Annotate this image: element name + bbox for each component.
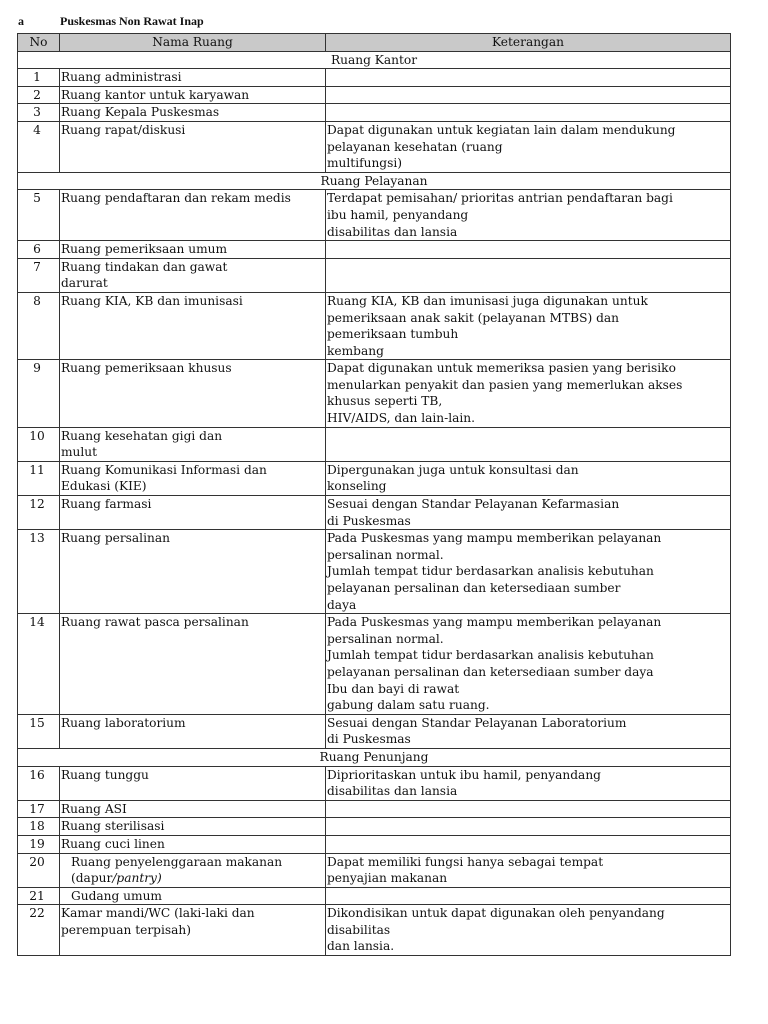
heading-title: Puskesmas Non Rawat Inap xyxy=(60,14,204,28)
row-ket xyxy=(326,86,731,104)
row-no: 19 xyxy=(18,835,60,853)
row-name-line2: (dapur xyxy=(71,871,113,886)
row-no: 15 xyxy=(18,714,60,748)
row-name: Ruang rapat/diskusi xyxy=(60,121,326,172)
row-no: 11 xyxy=(18,461,60,495)
row-ket: Sesuai dengan Standar Pelayanan Laboratorium di Puskesmas xyxy=(326,714,731,748)
row-name: Ruang kesehatan gigi dan mulut xyxy=(60,427,326,461)
col-header-no: No xyxy=(18,34,60,52)
row-no: 6 xyxy=(18,241,60,259)
row-ket: Ruang KIA, KB dan imunisasi juga digunakan untuk pemeriksaan anak sakit (pelayanan MTBS) dan pemeriksaan tumbuh kembang xyxy=(326,292,731,359)
row-name: Ruang persalinan xyxy=(60,530,326,614)
table-header-row xyxy=(18,34,731,52)
row-no: 2 xyxy=(18,86,60,104)
table-row xyxy=(18,241,731,259)
table-row xyxy=(18,714,731,748)
row-no: 14 xyxy=(18,614,60,715)
table-row xyxy=(18,258,731,292)
row-name-line1: Ruang penyelenggaraan makanan xyxy=(71,854,283,869)
section-row xyxy=(18,172,731,190)
row-ket xyxy=(326,104,731,122)
row-ket: Dipergunakan juga untuk konsultasi dan konseling xyxy=(326,461,731,495)
row-name: Ruang tindakan dan gawat darurat xyxy=(60,258,326,292)
row-no: 22 xyxy=(18,905,60,956)
room-table xyxy=(17,33,731,956)
row-ket: Dapat digunakan untuk kegiatan lain dalam mendukung pelayanan kesehatan (ruang multifungsi) xyxy=(326,121,731,172)
row-ket: Terdapat pemisahan/ prioritas antrian pendaftaran bagi ibu hamil, penyandang disabilitas dan lansia xyxy=(326,190,731,241)
row-ket: Dapat digunakan untuk memeriksa pasien yang berisiko menularkan penyakit dan pasien yang memerlukan akses khusus seperti TB, HIV/AIDS, dan lain-lain. xyxy=(326,360,731,427)
section-row xyxy=(18,748,731,766)
row-ket xyxy=(326,69,731,87)
table-row xyxy=(18,887,731,905)
row-name xyxy=(60,853,326,887)
table-row xyxy=(18,614,731,715)
row-name xyxy=(60,887,326,905)
row-ket: Pada Puskesmas yang mampu memberikan pelayanan persalinan normal. Jumlah tempat tidur berdasarkan analisis kebutuhan pelayanan persalinan dan ketersediaan sumber daya xyxy=(326,530,731,614)
row-ket xyxy=(326,800,731,818)
table-row xyxy=(18,496,731,530)
table-row xyxy=(18,86,731,104)
row-no: 7 xyxy=(18,258,60,292)
row-name: Ruang sterilisasi xyxy=(60,818,326,836)
table-row xyxy=(18,461,731,495)
row-name: Ruang pemeriksaan umum xyxy=(60,241,326,259)
table-row xyxy=(18,835,731,853)
row-name: Ruang laboratorium xyxy=(60,714,326,748)
row-no: 5 xyxy=(18,190,60,241)
row-name: Ruang Kepala Puskesmas xyxy=(60,104,326,122)
row-no: 4 xyxy=(18,121,60,172)
table-row xyxy=(18,427,731,461)
section-title: Ruang Penunjang xyxy=(18,748,731,766)
row-name: Ruang KIA, KB dan imunisasi xyxy=(60,292,326,359)
table-row xyxy=(18,69,731,87)
row-ket xyxy=(326,818,731,836)
table-row xyxy=(18,800,731,818)
row-name: Ruang cuci linen xyxy=(60,835,326,853)
row-no: 21 xyxy=(18,887,60,905)
row-ket: Pada Puskesmas yang mampu memberikan pelayanan persalinan normal. Jumlah tempat tidur berdasarkan analisis kebutuhan pelayanan persalinan dan ketersediaan sumber daya Ibu dan bayi di rawat gabung dalam satu ruang. xyxy=(326,614,731,715)
section-title: Ruang Kantor xyxy=(18,51,731,69)
row-name: Ruang rawat pasca persalinan xyxy=(60,614,326,715)
row-no: 12 xyxy=(18,496,60,530)
row-no: 8 xyxy=(18,292,60,359)
row-ket xyxy=(326,241,731,259)
row-name: Ruang ASI xyxy=(60,800,326,818)
table-row xyxy=(18,818,731,836)
table-row xyxy=(18,190,731,241)
table-row xyxy=(18,530,731,614)
section-title: Ruang Pelayanan xyxy=(18,172,731,190)
table-row xyxy=(18,104,731,122)
row-name: Ruang tunggu xyxy=(60,766,326,800)
row-name: Ruang farmasi xyxy=(60,496,326,530)
row-name: Ruang pemeriksaan khusus xyxy=(60,360,326,427)
row-ket: Sesuai dengan Standar Pelayanan Kefarmasian di Puskesmas xyxy=(326,496,731,530)
row-no: 9 xyxy=(18,360,60,427)
heading-letter: a xyxy=(18,14,24,28)
document-heading xyxy=(18,14,204,29)
row-no: 13 xyxy=(18,530,60,614)
row-name-text: Gudang umum xyxy=(71,888,162,903)
row-no: 3 xyxy=(18,104,60,122)
row-name: Kamar mandi/WC (laki-laki dan perempuan terpisah) xyxy=(60,905,326,956)
table-row xyxy=(18,766,731,800)
row-ket xyxy=(326,835,731,853)
section-row xyxy=(18,51,731,69)
table-row xyxy=(18,121,731,172)
row-no: 20 xyxy=(18,853,60,887)
row-no: 10 xyxy=(18,427,60,461)
row-ket xyxy=(326,258,731,292)
row-no: 18 xyxy=(18,818,60,836)
row-ket: Diprioritaskan untuk ibu hamil, penyandang disabilitas dan lansia xyxy=(326,766,731,800)
col-header-ket: Keterangan xyxy=(326,34,731,52)
row-ket: Dapat memiliki fungsi hanya sebagai tempat penyajian makanan xyxy=(326,853,731,887)
row-name: Ruang kantor untuk karyawan xyxy=(60,86,326,104)
row-ket: Dikondisikan untuk dapat digunakan oleh penyandang disabilitas dan lansia. xyxy=(326,905,731,956)
row-no: 17 xyxy=(18,800,60,818)
col-header-name: Nama Ruang xyxy=(60,34,326,52)
table-row xyxy=(18,853,731,887)
row-name: Ruang Komunikasi Informasi dan Edukasi (KIE) xyxy=(60,461,326,495)
table-row xyxy=(18,360,731,427)
table-row xyxy=(18,292,731,359)
row-name-italic: /pantry) xyxy=(112,871,162,886)
row-no: 1 xyxy=(18,69,60,87)
row-no: 16 xyxy=(18,766,60,800)
row-ket xyxy=(326,427,731,461)
row-name: Ruang administrasi xyxy=(60,69,326,87)
table-row xyxy=(18,905,731,956)
row-ket xyxy=(326,887,731,905)
row-name: Ruang pendaftaran dan rekam medis xyxy=(60,190,326,241)
